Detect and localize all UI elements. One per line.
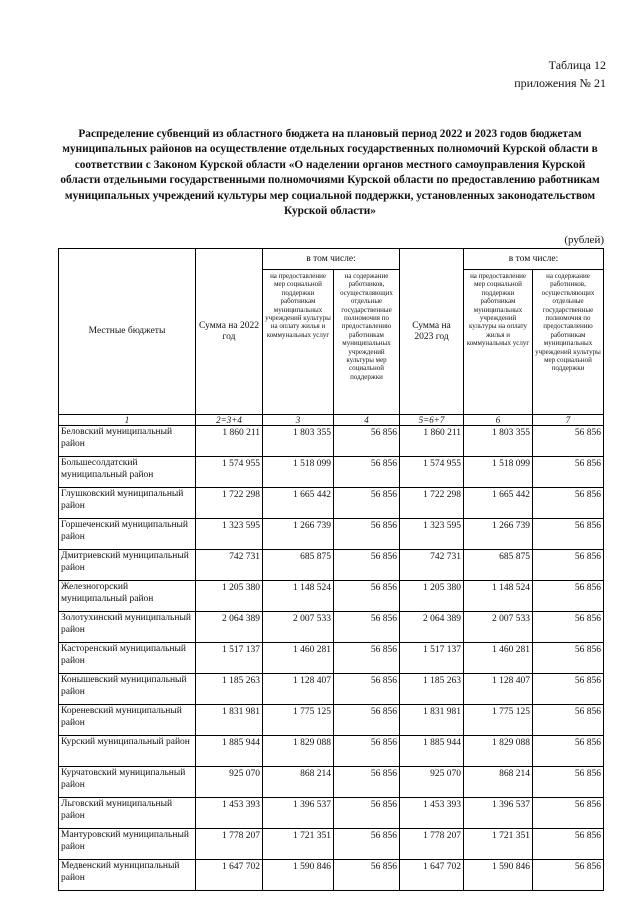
value-sum-2022: 2 064 389: [196, 612, 263, 643]
value-admin-2023: 56 856: [533, 767, 604, 798]
header-including-2023: в том числе:: [464, 249, 604, 270]
value-admin-2022: 56 856: [334, 736, 400, 767]
value-sum-2023: 2 064 389: [400, 612, 464, 643]
value-utilities-2022: 1 396 537: [263, 798, 334, 829]
col-index: 5=6+7: [400, 415, 464, 426]
table-row: [59, 581, 604, 612]
appendix-label: приложения № 21: [514, 76, 606, 90]
value-utilities-2022: 1 266 739: [263, 519, 334, 550]
value-sum-2023: 1 453 393: [400, 798, 464, 829]
header-sum-2022: Сумма на 2022 год: [196, 249, 263, 415]
subvention-table: [58, 248, 604, 891]
value-admin-2023: 56 856: [533, 798, 604, 829]
value-utilities-2023: 1 590 846: [464, 860, 533, 891]
value-utilities-2023: 1 266 739: [464, 519, 533, 550]
table-row: [59, 705, 604, 736]
header-budgets: Местные бюджеты: [59, 249, 196, 415]
value-admin-2022: 56 856: [334, 798, 400, 829]
value-sum-2022: 1 185 263: [196, 674, 263, 705]
value-utilities-2022: 1 803 355: [263, 426, 334, 457]
value-utilities-2023: 1 721 351: [464, 829, 533, 860]
header-admin-2022: на содержание работников, осуществляющих отдельные государственные полномочия по предоставлению работникам муниципальных учреждений культуры мер социальной поддержки: [334, 270, 400, 415]
col-index: 4: [334, 415, 400, 426]
budget-name: Горшеченский муниципальный район: [59, 519, 196, 550]
value-admin-2023: 56 856: [533, 860, 604, 891]
value-admin-2022: 56 856: [334, 426, 400, 457]
table-label: Таблица 12: [548, 58, 606, 72]
value-utilities-2023: 1 665 442: [464, 488, 533, 519]
value-utilities-2023: 868 214: [464, 767, 533, 798]
value-utilities-2023: 1 460 281: [464, 643, 533, 674]
value-utilities-2023: 1 128 407: [464, 674, 533, 705]
value-admin-2022: 56 856: [334, 705, 400, 736]
value-sum-2022: 1 517 137: [196, 643, 263, 674]
table-row: [59, 457, 604, 488]
value-sum-2022: 1 647 702: [196, 860, 263, 891]
value-sum-2022: 742 731: [196, 550, 263, 581]
col-index: 3: [263, 415, 334, 426]
budget-name: Кореневский муниципальный район: [59, 705, 196, 736]
header-including-2022: в том числе:: [263, 249, 400, 270]
value-sum-2023: 1 885 944: [400, 736, 464, 767]
col-index: 7: [533, 415, 604, 426]
value-sum-2023: 1 185 263: [400, 674, 464, 705]
col-index: 2=3+4: [196, 415, 263, 426]
value-sum-2022: 925 070: [196, 767, 263, 798]
table-row: [59, 488, 604, 519]
value-admin-2023: 56 856: [533, 426, 604, 457]
value-sum-2023: 1 647 702: [400, 860, 464, 891]
value-sum-2022: 1 860 211: [196, 426, 263, 457]
value-admin-2022: 56 856: [334, 488, 400, 519]
value-sum-2022: 1 778 207: [196, 829, 263, 860]
value-sum-2022: 1 205 380: [196, 581, 263, 612]
value-sum-2022: 1 885 944: [196, 736, 263, 767]
budget-name: Железногорский муниципальный район: [59, 581, 196, 612]
table-caption: [514, 56, 606, 92]
value-admin-2023: 56 856: [533, 550, 604, 581]
budget-name: Мантуровский муниципальный район: [59, 829, 196, 860]
col-index: 6: [464, 415, 533, 426]
value-admin-2023: 56 856: [533, 705, 604, 736]
value-admin-2023: 56 856: [533, 829, 604, 860]
value-admin-2022: 56 856: [334, 550, 400, 581]
value-admin-2022: 56 856: [334, 612, 400, 643]
value-utilities-2022: 1 460 281: [263, 643, 334, 674]
value-sum-2023: 1 778 207: [400, 829, 464, 860]
value-sum-2023: 1 205 380: [400, 581, 464, 612]
value-utilities-2023: 1 518 099: [464, 457, 533, 488]
value-utilities-2022: 2 007 533: [263, 612, 334, 643]
value-admin-2023: 56 856: [533, 457, 604, 488]
value-utilities-2022: 1 829 088: [263, 736, 334, 767]
table-row: [59, 643, 604, 674]
value-utilities-2023: 1 775 125: [464, 705, 533, 736]
value-utilities-2023: 685 875: [464, 550, 533, 581]
value-utilities-2022: 1 590 846: [263, 860, 334, 891]
value-utilities-2022: 1 721 351: [263, 829, 334, 860]
header-utilities-2022: на предоставление мер социальной поддержки работникам муниципальных учреждений культуры на оплату жилья и коммунальных услуг: [263, 270, 334, 415]
value-utilities-2022: 1 518 099: [263, 457, 334, 488]
value-admin-2023: 56 856: [533, 581, 604, 612]
value-utilities-2023: 2 007 533: [464, 612, 533, 643]
value-sum-2023: 742 731: [400, 550, 464, 581]
budget-name: Дмитриевский муниципальный район: [59, 550, 196, 581]
table-row: [59, 829, 604, 860]
value-admin-2022: 56 856: [334, 581, 400, 612]
budget-name: Большесолдатский муниципальный район: [59, 457, 196, 488]
value-admin-2023: 56 856: [533, 612, 604, 643]
value-sum-2022: 1 323 595: [196, 519, 263, 550]
col-index: 1: [59, 415, 196, 426]
value-admin-2023: 56 856: [533, 519, 604, 550]
table-row: [59, 798, 604, 829]
value-sum-2023: 1 722 298: [400, 488, 464, 519]
budget-name: Глушковский муниципальный район: [59, 488, 196, 519]
budget-name: Медвенский муниципальный район: [59, 860, 196, 891]
table-row: [59, 519, 604, 550]
value-utilities-2022: 1 775 125: [263, 705, 334, 736]
table-row: [59, 736, 604, 767]
column-index-row: [59, 415, 604, 426]
table-row: [59, 860, 604, 891]
value-utilities-2023: 1 829 088: [464, 736, 533, 767]
value-admin-2022: 56 856: [334, 674, 400, 705]
value-utilities-2022: 868 214: [263, 767, 334, 798]
value-admin-2022: 56 856: [334, 457, 400, 488]
value-admin-2022: 56 856: [334, 767, 400, 798]
value-sum-2022: 1 831 981: [196, 705, 263, 736]
table-row: [59, 767, 604, 798]
value-utilities-2023: 1 803 355: [464, 426, 533, 457]
unit-label: (рублей): [564, 234, 604, 246]
table-row: [59, 426, 604, 457]
budget-name: Льговский муниципальный район: [59, 798, 196, 829]
value-sum-2022: 1 453 393: [196, 798, 263, 829]
table-row: [59, 550, 604, 581]
budget-name: Золотухинский муниципальный район: [59, 612, 196, 643]
value-admin-2023: 56 856: [533, 674, 604, 705]
value-sum-2023: 1 517 137: [400, 643, 464, 674]
value-utilities-2022: 1 128 407: [263, 674, 334, 705]
value-sum-2023: 925 070: [400, 767, 464, 798]
value-admin-2022: 56 856: [334, 829, 400, 860]
value-admin-2022: 56 856: [334, 519, 400, 550]
header-admin-2023: на содержание работников, осуществляющих отдельные государственные полномочия по предоставлению работникам муниципальных учреждений культуры мер социальной поддержки: [533, 270, 604, 415]
value-sum-2023: 1 860 211: [400, 426, 464, 457]
header-sum-2023: Сумма на 2023 год: [400, 249, 464, 415]
header-utilities-2023: на предоставление мер социальной поддержки работникам муниципальных учреждений культуры на оплату жилья и коммунальных услуг: [464, 270, 533, 415]
value-sum-2023: 1 831 981: [400, 705, 464, 736]
budget-name: Беловский муниципальный район: [59, 426, 196, 457]
value-utilities-2022: 1 665 442: [263, 488, 334, 519]
value-utilities-2022: 685 875: [263, 550, 334, 581]
value-utilities-2022: 1 148 524: [263, 581, 334, 612]
budget-name: Курчатовский муниципальный район: [59, 767, 196, 798]
value-sum-2022: 1 722 298: [196, 488, 263, 519]
value-admin-2022: 56 856: [334, 643, 400, 674]
value-admin-2023: 56 856: [533, 488, 604, 519]
table-row: [59, 674, 604, 705]
value-admin-2023: 56 856: [533, 643, 604, 674]
budget-name: Курский муниципальный район: [59, 736, 196, 767]
table-row: [59, 612, 604, 643]
value-sum-2022: 1 574 955: [196, 457, 263, 488]
value-sum-2023: 1 574 955: [400, 457, 464, 488]
value-admin-2022: 56 856: [334, 860, 400, 891]
budget-name: Касторенский муниципальный район: [59, 643, 196, 674]
value-utilities-2023: 1 396 537: [464, 798, 533, 829]
value-sum-2023: 1 323 595: [400, 519, 464, 550]
value-utilities-2023: 1 148 524: [464, 581, 533, 612]
document-title: Распределение субвенций из областного бюджета на плановый период 2022 и 2023 годов бюджетам муниципальных районов на осуществление отдельных государственных полномочий Курской области в соответствии с Законом Курской области «О наделении органов местного самоуправления Курской области отдельными государственными полномочиями Курской области по предоставлению работникам муниципальных учреждений культуры мер социальной поддержки, установленных законодательством Курской области»: [60, 128, 600, 218]
budget-name: Конышевский муниципальный район: [59, 674, 196, 705]
value-admin-2023: 56 856: [533, 736, 604, 767]
